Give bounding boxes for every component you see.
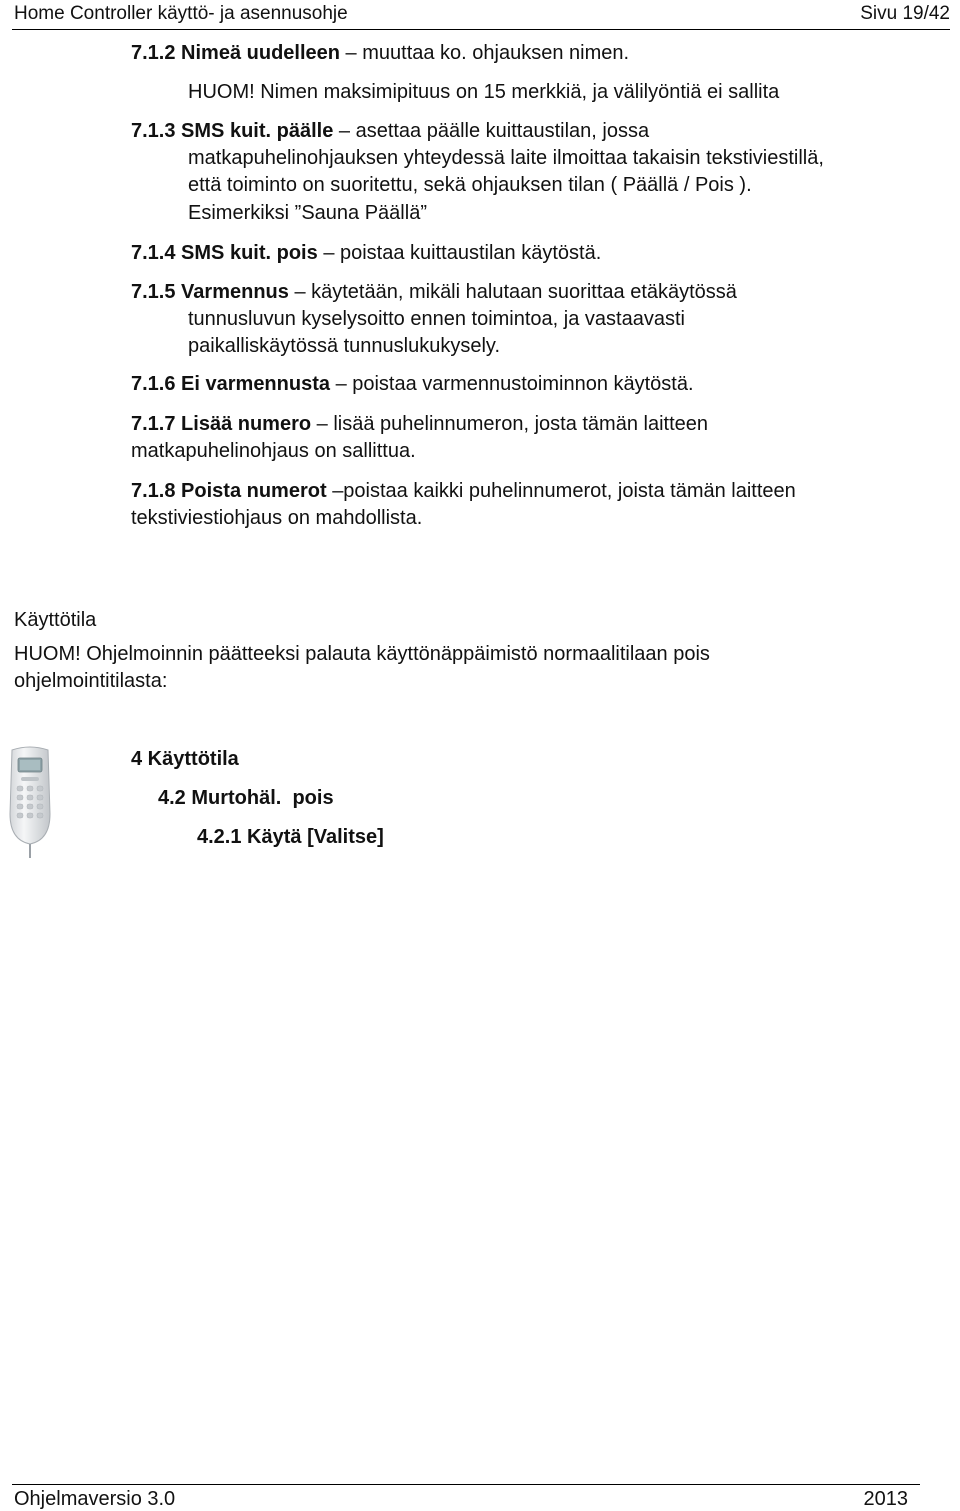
keypad-controller-icon bbox=[4, 744, 56, 860]
section-title: SMS kuit. bbox=[181, 120, 272, 142]
section-7-1-3-line2: matkapuhelinohjauksen yhteydessä laite ilmoittaa takaisin tekstiviestillä, bbox=[188, 147, 824, 169]
keypad-controller-icon-svg bbox=[4, 744, 56, 860]
section-7-1-3-line3: että toiminto on suoritettu, sekä ohjauksen tilan ( Päällä / Pois ). bbox=[188, 174, 752, 196]
footer-year: 2013 bbox=[863, 1488, 908, 1510]
section-7-1-3 bbox=[131, 120, 649, 143]
section-7-1-2-note: HUOM! Nimen maksimipituus on 15 merkkiä, ja välilyöntiä ei sallita bbox=[188, 81, 780, 103]
section-number: 7.1.2 bbox=[131, 42, 176, 64]
section-title: Varmennus bbox=[181, 281, 289, 303]
menu-level-3: 4.2.1 Käytä [Valitse] bbox=[197, 826, 384, 848]
section-7-1-8-line2: tekstiviestiohjaus on mahdollista. bbox=[131, 507, 423, 529]
section-desc: – lisää puhelinnumeron, josta tämän laitteen bbox=[316, 413, 709, 435]
section-number: 7.1.5 bbox=[131, 281, 176, 303]
section-title: Lisää numero bbox=[181, 413, 312, 435]
section-7-1-2 bbox=[131, 42, 629, 65]
section-7-1-3-line4: Esimerkiksi ”Sauna Päällä” bbox=[188, 202, 427, 224]
section-7-1-5 bbox=[131, 281, 737, 304]
section-7-1-7 bbox=[131, 413, 708, 436]
section-7-1-7-line2: matkapuhelinohjaus on sallittua. bbox=[131, 440, 416, 462]
section-title: SMS kuit. bbox=[181, 242, 272, 264]
section-number: 7.1.4 bbox=[131, 242, 176, 264]
section-title-suffix: päälle bbox=[276, 120, 334, 142]
section-7-1-5-line2: tunnusluvun kyselysoitto ennen toimintoa, ja vastaavasti bbox=[188, 308, 685, 330]
section-desc: – asettaa päälle kuittaustilan, jossa bbox=[338, 120, 650, 142]
section-desc: – poistaa varmennustoiminnon käytöstä. bbox=[335, 373, 694, 395]
section-title-suffix: pois bbox=[276, 242, 318, 264]
menu-level-2: 4.2 Murtohäl. pois bbox=[158, 787, 334, 809]
footer-version: Ohjelmaversio 3.0 bbox=[14, 1488, 176, 1510]
section-desc: – muuttaa ko. ohjauksen nimen. bbox=[345, 42, 630, 64]
menu-level-1: 4 Käyttötila bbox=[131, 748, 239, 770]
section-7-1-4 bbox=[131, 242, 601, 265]
section-desc: – käytetään, mikäli halutaan suorittaa etäkäytössä bbox=[294, 281, 737, 303]
section-7-1-5-line3: paikalliskäytössä tunnuslukukysely. bbox=[188, 335, 501, 357]
header-title: Home Controller käyttö- ja asennusohje bbox=[14, 3, 348, 24]
section-7-1-8 bbox=[131, 480, 796, 503]
mode-note-line2: ohjelmointitilasta: bbox=[14, 670, 168, 692]
section-desc: – poistaa kuittaustilan käytöstä. bbox=[323, 242, 602, 264]
mode-heading: Käyttötila bbox=[14, 609, 97, 631]
section-7-1-6 bbox=[131, 373, 694, 396]
page-number: Sivu 19/42 bbox=[860, 3, 950, 24]
section-title: Nimeä uudelleen bbox=[181, 42, 340, 64]
section-title: Poista numerot bbox=[181, 480, 327, 502]
mode-note-line1: HUOM! Ohjelmoinnin päätteeksi palauta käyttönäppäimistö normaalitilaan pois bbox=[14, 643, 710, 665]
footer-rule bbox=[12, 1484, 920, 1485]
section-title: Ei varmennusta bbox=[181, 373, 330, 395]
header-rule bbox=[12, 29, 950, 30]
section-number: 7.1.6 bbox=[131, 373, 176, 395]
section-number: 7.1.7 bbox=[131, 413, 176, 435]
section-number: 7.1.8 bbox=[131, 480, 176, 502]
section-number: 7.1.3 bbox=[131, 120, 176, 142]
section-desc: –poistaa kaikki puhelinnumerot, joista tämän laitteen bbox=[332, 480, 796, 502]
